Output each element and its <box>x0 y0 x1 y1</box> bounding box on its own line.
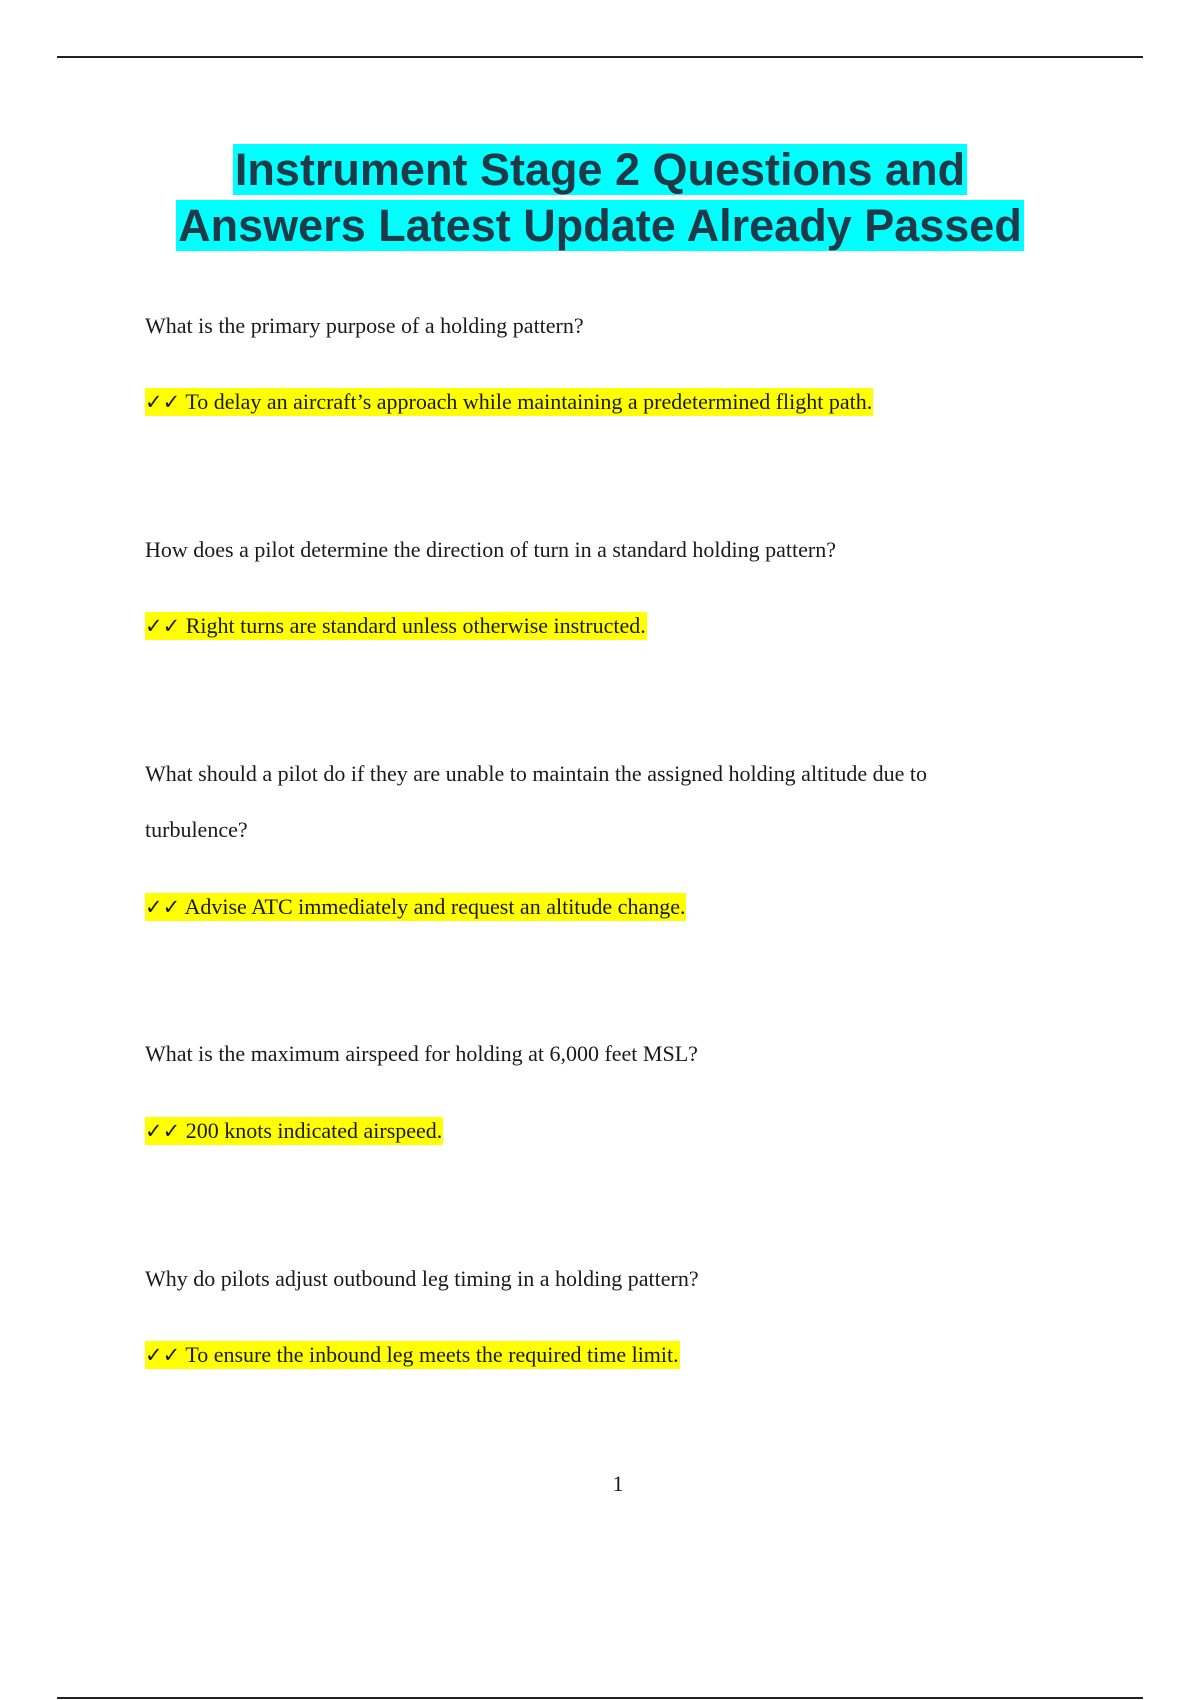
question-5: Why do pilots adjust outbound leg timing in a holding pattern? <box>145 1266 699 1291</box>
footer-rule <box>57 1697 1143 1699</box>
answer-1 <box>145 386 873 418</box>
answer-4 <box>145 1115 443 1147</box>
question-2: How does a pilot determine the direction of turn in a standard holding pattern? <box>145 537 836 562</box>
answer-3 <box>145 891 686 923</box>
answer-3-text: Advise ATC immediately and request an altitude change. <box>184 894 686 919</box>
title-line-1: Instrument Stage 2 Questions and <box>234 144 966 195</box>
answer-2 <box>145 610 647 642</box>
double-check-icon: ✓✓ <box>145 1119 181 1143</box>
double-check-icon: ✓✓ <box>145 1343 181 1367</box>
question-4: What is the maximum airspeed for holding at 6,000 feet MSL? <box>145 1041 698 1066</box>
double-check-icon: ✓✓ <box>145 390 181 414</box>
answer-1-text: To delay an aircraft’s approach while maintaining a predetermined flight path. <box>185 389 873 414</box>
answer-2-highlight <box>145 612 647 640</box>
answer-4-highlight <box>145 1117 443 1145</box>
answer-5 <box>145 1339 680 1371</box>
answer-2-text: Right turns are standard unless otherwise instructed. <box>185 613 646 638</box>
double-check-icon: ✓✓ <box>145 895 181 919</box>
header-rule <box>57 56 1143 58</box>
question-3: What should a pilot do if they are unable to maintain the assigned holding altitude due to turbulence? <box>145 761 928 842</box>
answer-3-highlight <box>145 893 686 921</box>
answer-4-text: 200 knots indicated airspeed. <box>185 1118 443 1143</box>
answer-5-text: To ensure the inbound leg meets the required time limit. <box>185 1342 679 1367</box>
double-check-icon: ✓✓ <box>145 614 181 638</box>
answer-1-highlight <box>145 388 873 416</box>
question-1: What is the primary purpose of a holding pattern? <box>145 313 584 338</box>
title-line-2: Answers Latest Update Already Passed <box>178 200 1022 251</box>
document-title <box>0 142 1200 254</box>
answer-5-highlight <box>145 1341 680 1369</box>
page-number: 1 <box>612 1471 624 1496</box>
